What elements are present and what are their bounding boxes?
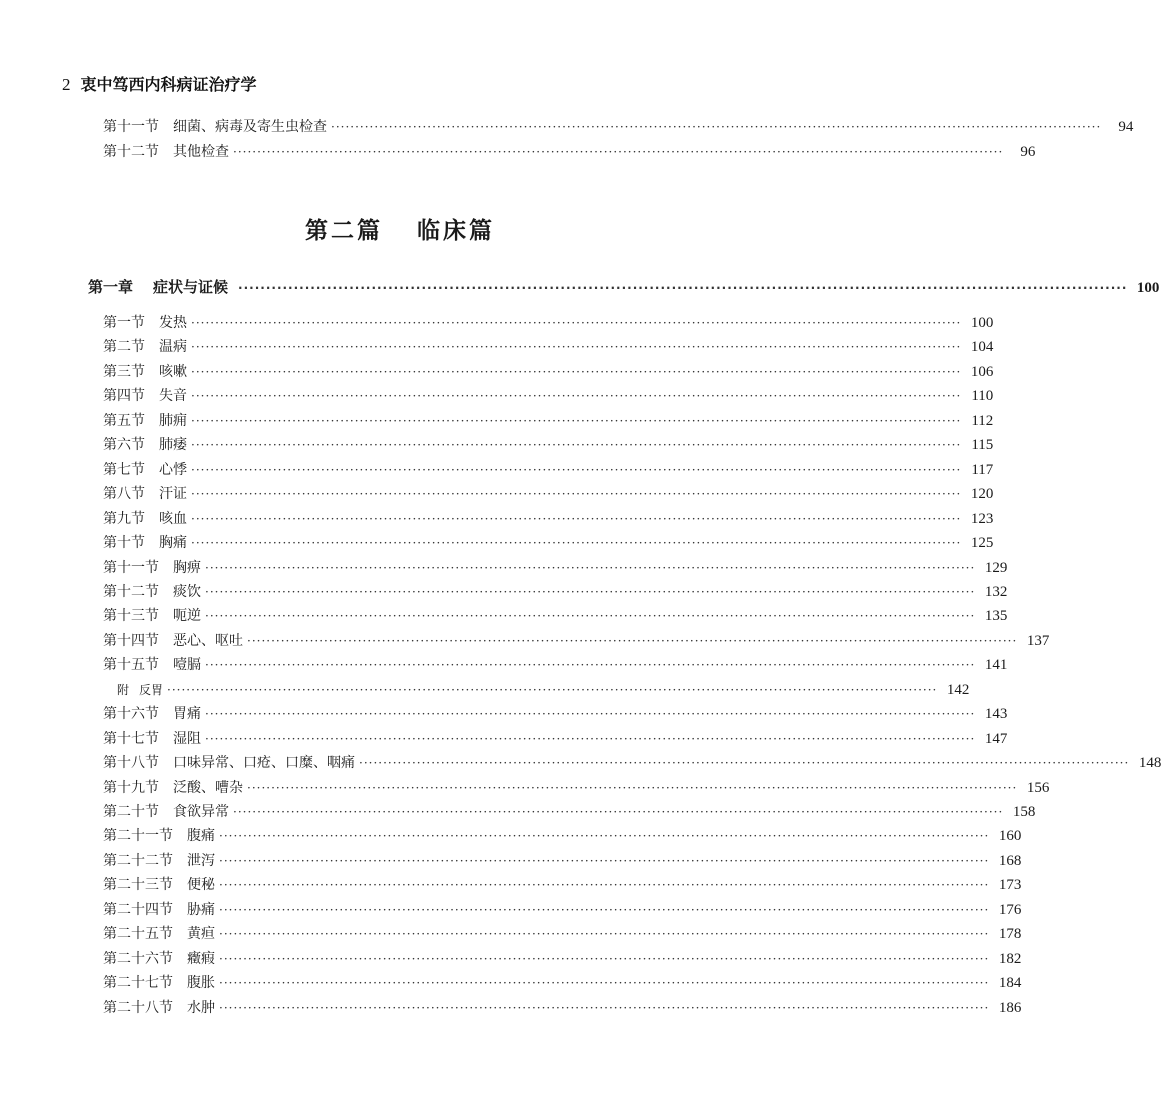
leader-dots: ································································································································································ — [205, 658, 976, 673]
leader-dots: ································································································································································ — [191, 340, 962, 355]
section-number: 第十九节 — [103, 779, 159, 796]
section-number: 第十一节 — [103, 559, 159, 576]
toc-entry[interactable] — [103, 730, 1008, 748]
leader-dots: ································································································································································ — [219, 927, 990, 942]
section-number: 第二十五节 — [103, 926, 173, 943]
part-name: 临床篇 — [417, 218, 495, 244]
section-page: 129 — [984, 559, 1008, 576]
leader-dots: ································································································································································ — [191, 413, 962, 428]
section-number: 第二十节 — [103, 804, 159, 820]
section-title: 腹痛 — [187, 828, 215, 845]
leader-dots: ································································································································································ — [205, 707, 976, 722]
toc-entry[interactable] — [103, 485, 994, 503]
leader-dots: ································································································································································ — [219, 951, 990, 966]
section-number: 第八节 — [103, 486, 145, 503]
section-page: 142 — [946, 681, 970, 698]
section-title: 咳嗽 — [159, 363, 187, 380]
leader-dots: ································································································································································ — [247, 780, 1018, 795]
toc-entry[interactable] — [103, 338, 994, 356]
section-page: 123 — [970, 510, 994, 527]
section-number: 第十七节 — [103, 730, 159, 747]
toc-entry[interactable] — [103, 510, 994, 528]
section-title: 胸痹 — [173, 559, 201, 576]
section-number: 第十二节 — [103, 144, 159, 160]
leader-dots: ································································································································································ — [233, 805, 1004, 819]
toc-entry[interactable] — [103, 387, 994, 405]
section-number: 第二十四节 — [103, 901, 173, 918]
section-title: 癥瘕 — [187, 950, 215, 967]
section-title: 心悸 — [159, 461, 187, 478]
section-number: 第十六节 — [103, 706, 159, 723]
leader-dots: ································································································································································ — [191, 364, 962, 379]
chapter-title: 症状与证候 — [153, 278, 229, 296]
section-page: 160 — [998, 828, 1022, 845]
section-page: 125 — [970, 535, 994, 552]
section-number: 第二十三节 — [103, 877, 173, 894]
section-page: 148 — [1138, 755, 1161, 772]
toc-entry[interactable] — [103, 412, 994, 430]
toc-entry[interactable] — [103, 118, 1134, 136]
chapter-entry[interactable] — [88, 278, 1160, 297]
toc-entry[interactable] — [103, 803, 1036, 821]
section-page: 104 — [970, 339, 994, 356]
section-page: 120 — [970, 486, 994, 503]
section-number: 第七节 — [103, 461, 145, 478]
section-number: 第六节 — [103, 437, 145, 454]
section-title: 反胃 — [139, 682, 164, 697]
section-title: 咳血 — [159, 510, 187, 527]
section-title: 温病 — [159, 339, 187, 356]
leader-dots: ································································································································································ — [238, 281, 1128, 295]
leader-dots: ································································································································································ — [219, 902, 990, 917]
section-page: 141 — [984, 657, 1008, 674]
section-page: 186 — [998, 999, 1022, 1016]
leader-dots: ································································································································································ — [247, 633, 1018, 648]
section-page: 132 — [984, 583, 1008, 600]
section-page: 182 — [998, 950, 1022, 967]
section-page: 96 — [1020, 144, 1036, 160]
section-number: 第十五节 — [103, 657, 159, 674]
section-title: 便秘 — [187, 877, 215, 894]
section-number: 第十三节 — [103, 608, 159, 625]
section-page: 137 — [1026, 632, 1050, 649]
toc-entry[interactable] — [103, 705, 1008, 723]
section-title: 汗证 — [159, 486, 187, 503]
toc-entry[interactable] — [103, 314, 994, 332]
section-title: 呃逆 — [173, 608, 201, 625]
section-number: 附 — [117, 682, 130, 697]
section-number: 第十一节 — [103, 119, 159, 135]
section-title: 细菌、病毒及寄生虫检查 — [173, 119, 327, 135]
section-page: 147 — [984, 730, 1008, 747]
section-page: 168 — [998, 852, 1022, 869]
leader-dots: ································································································································································ — [167, 682, 938, 697]
section-title: 肺痿 — [159, 437, 187, 454]
section-title: 食欲异常 — [173, 804, 229, 820]
section-title: 泄泻 — [187, 852, 215, 869]
leader-dots: ································································································································································ — [191, 536, 962, 551]
section-title: 胸痛 — [159, 535, 187, 552]
toc-entry[interactable] — [117, 681, 970, 699]
section-page: 115 — [971, 437, 994, 454]
leader-dots: ································································································································································ — [359, 756, 1130, 771]
toc-entry[interactable] — [103, 925, 1022, 943]
section-page: 94 — [1118, 119, 1134, 135]
chapter-page: 100 — [1136, 280, 1160, 296]
section-number: 第九节 — [103, 510, 145, 527]
leader-dots: ································································································································································ — [219, 829, 990, 844]
section-number: 第二十二节 — [103, 852, 173, 869]
section-title: 腹胀 — [187, 975, 215, 992]
section-title: 湿阻 — [173, 730, 201, 747]
section-page: 178 — [998, 926, 1022, 943]
section-number: 第五节 — [103, 412, 145, 429]
section-number: 第二十一节 — [103, 828, 173, 845]
section-number: 第二十六节 — [103, 950, 173, 967]
section-title: 胃痛 — [173, 706, 201, 723]
section-page: 143 — [984, 706, 1008, 723]
section-page: 158 — [1012, 804, 1036, 820]
section-number: 第二十七节 — [103, 975, 173, 992]
section-page: 176 — [998, 901, 1022, 918]
section-number: 第二节 — [103, 339, 145, 356]
section-page: 135 — [984, 608, 1008, 625]
part-title — [0, 212, 800, 245]
toc-entry[interactable] — [103, 607, 1008, 625]
toc-entry[interactable] — [103, 876, 1022, 894]
section-title: 痰饮 — [173, 583, 201, 600]
toc-entry[interactable] — [103, 754, 1161, 772]
section-title: 发热 — [159, 315, 187, 331]
section-title: 胁痛 — [187, 901, 215, 918]
toc-entry[interactable] — [103, 827, 1022, 845]
section-page: 117 — [971, 461, 994, 478]
leader-dots: ································································································································································ — [219, 853, 990, 868]
toc-entry[interactable] — [103, 779, 1050, 797]
section-number: 第一节 — [103, 315, 145, 331]
toc-entry[interactable] — [103, 974, 1022, 992]
leader-dots: ································································································································································ — [219, 976, 990, 991]
section-number: 第十四节 — [103, 632, 159, 649]
leader-dots: ································································································································································ — [233, 145, 1004, 159]
header-book-title: 衷中笃西内科病证治疗学 — [80, 75, 257, 94]
toc-entry[interactable] — [103, 143, 1036, 161]
running-header — [62, 72, 257, 95]
section-title: 噎膈 — [173, 657, 201, 674]
leader-dots: ································································································································································ — [219, 878, 990, 893]
section-title: 泛酸、嘈杂 — [173, 779, 243, 796]
leader-dots: ································································································································································ — [191, 462, 962, 477]
section-number: 第十节 — [103, 535, 145, 552]
section-title: 水肿 — [187, 999, 215, 1016]
toc-entry[interactable] — [103, 950, 1022, 968]
toc-entry[interactable] — [103, 559, 1008, 577]
section-number: 第四节 — [103, 388, 145, 405]
toc-entry[interactable] — [103, 632, 1050, 650]
section-page: 184 — [998, 975, 1022, 992]
leader-dots: ································································································································································ — [191, 487, 962, 502]
section-page: 100 — [970, 315, 994, 331]
section-number: 第十二节 — [103, 583, 159, 600]
leader-dots: ································································································································································ — [219, 1000, 990, 1015]
leader-dots: ································································································································································ — [205, 560, 976, 575]
part-number: 第二篇 — [305, 218, 383, 244]
toc-entry[interactable] — [103, 436, 994, 454]
section-title: 口味异常、口疮、口糜、咽痛 — [173, 755, 355, 772]
leader-dots: ································································································································································ — [205, 731, 976, 746]
leader-dots: ································································································································································ — [205, 584, 976, 599]
header-page-number: 2 — [62, 75, 71, 94]
section-title: 恶心、呕吐 — [173, 632, 243, 649]
leader-dots: ································································································································································ — [331, 120, 1102, 134]
toc-entry[interactable] — [103, 656, 1008, 674]
section-title: 其他检查 — [173, 144, 229, 160]
section-page: 156 — [1026, 779, 1050, 796]
toc-entry[interactable] — [103, 901, 1022, 919]
chapter-number: 第一章 — [88, 278, 134, 296]
section-number: 第二十八节 — [103, 999, 173, 1016]
leader-dots: ································································································································································ — [191, 438, 962, 453]
section-page: 110 — [971, 388, 994, 405]
toc-entry[interactable] — [103, 363, 994, 381]
toc-entry[interactable] — [103, 534, 994, 552]
section-page: 106 — [970, 363, 994, 380]
toc-entry[interactable] — [103, 583, 1008, 601]
leader-dots: ································································································································································ — [191, 389, 962, 404]
section-page: 173 — [998, 877, 1022, 894]
toc-entry[interactable] — [103, 461, 994, 479]
section-number: 第十八节 — [103, 755, 159, 772]
leader-dots: ································································································································································ — [191, 316, 962, 330]
toc-entry[interactable] — [103, 852, 1022, 870]
section-page: 112 — [971, 412, 994, 429]
section-title: 肺痈 — [159, 412, 187, 429]
leader-dots: ································································································································································ — [191, 511, 962, 526]
section-title: 黄疸 — [187, 926, 215, 943]
toc-entry[interactable] — [103, 999, 1022, 1017]
section-number: 第三节 — [103, 363, 145, 380]
leader-dots: ································································································································································ — [205, 609, 976, 624]
section-title: 失音 — [159, 388, 187, 405]
